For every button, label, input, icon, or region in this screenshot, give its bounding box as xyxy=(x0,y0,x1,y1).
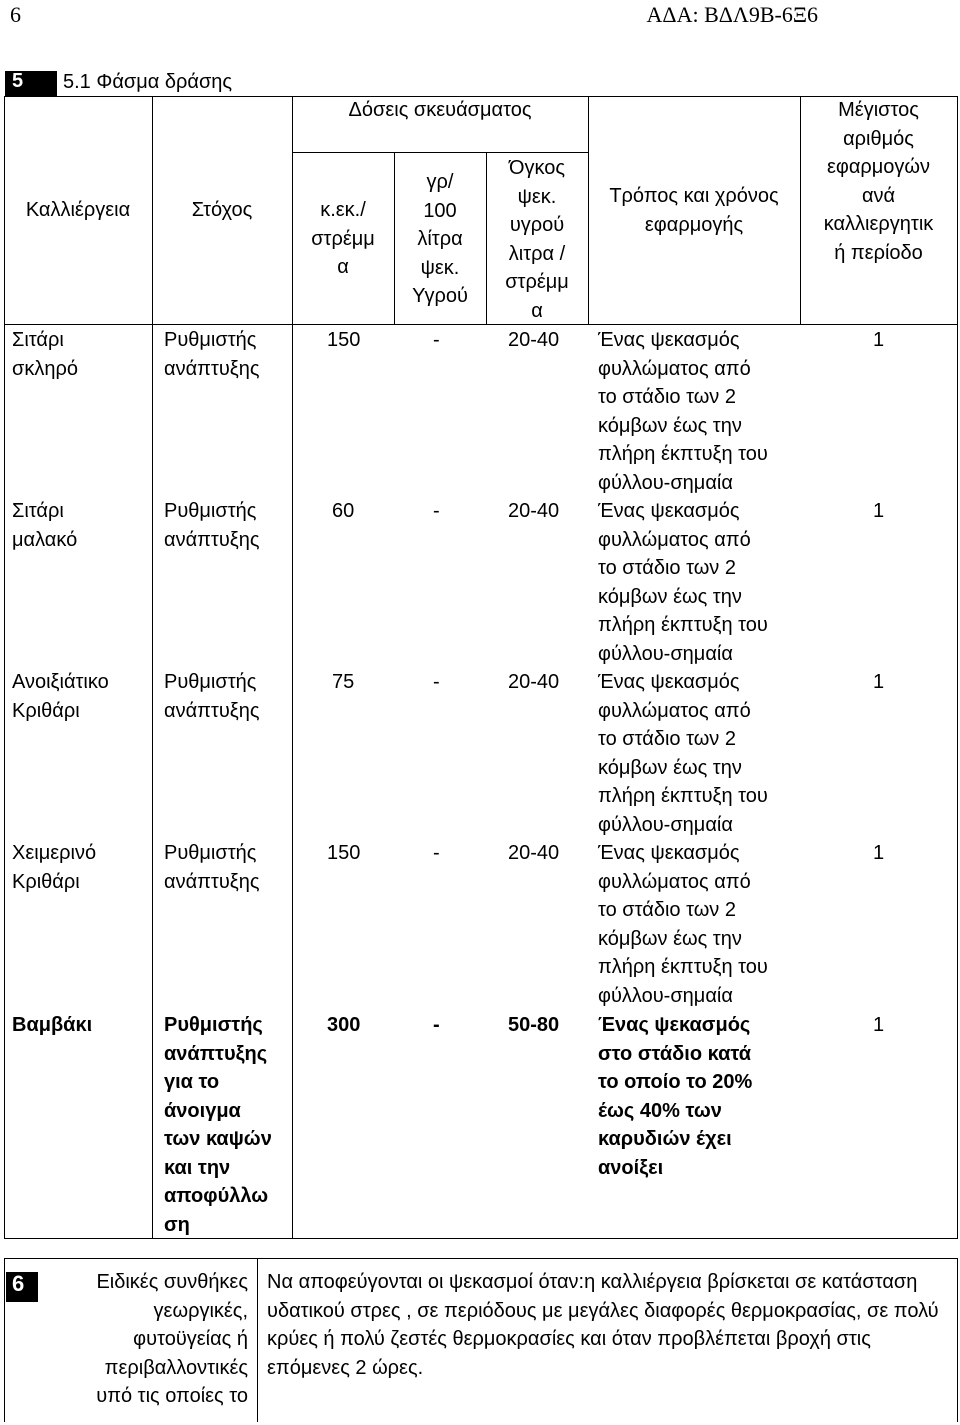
table-border-left xyxy=(4,96,5,1239)
table-border-right xyxy=(957,96,958,1239)
row-method: Ένας ψεκασμός φυλλώματος από το στάδιο των 2 κόμβων έως την πλήρη έκπτυξη του φύλλου-σημαία xyxy=(598,842,768,1007)
header-volume: Όγκος ψεκ. υγρού λιτρα / στρέμμ α xyxy=(505,157,569,322)
row-volume: 20-40 xyxy=(508,671,560,693)
row-max-apps: 1 xyxy=(873,671,885,693)
header-bottom-line xyxy=(4,324,958,325)
header-method: Τρόπος και χρόνος εφαρμογής xyxy=(609,185,779,236)
page-number: 6 xyxy=(10,2,21,27)
section6-border-left xyxy=(4,1258,5,1422)
header-per-100l: γρ/ 100 λίτρα ψεκ. Υγρού xyxy=(412,171,468,307)
header-max-apps: Μέγιστος αριθμός εφαρμογών ανά καλλιεργητικ ή περίοδο xyxy=(823,99,934,264)
section6-border-right xyxy=(957,1258,958,1422)
row-target: Ρυθμιστής ανάπτυξης xyxy=(164,671,260,722)
row-target: Ρυθμιστής ανάπτυξης xyxy=(164,500,260,551)
section6-number: 6 xyxy=(12,1271,25,1296)
section6-text: Να αποφεύγονται οι ψεκασμοί όταν:η καλλιέργεια βρίσκεται σε κατάσταση υδατικού στρες , σε περιόδους με μεγάλες διαφορές θερμοκρασίας, σε πολύ κρύες ή πολύ ζεστές θερμοκρασίες και όταν προβλέπεται βροχή στις επόμενες 2 ώρες. xyxy=(267,1271,939,1379)
row-dose: 75 xyxy=(332,671,355,693)
row-method: Ένας ψεκασμός στο στάδιο κατά το οποίο το 20% έως 40% των καρυδιών έχει ανοίξει xyxy=(598,1014,753,1179)
row-crop: Βαμβάκι xyxy=(12,1014,93,1036)
header-doses-group: Δόσεις σκευάσματος xyxy=(348,99,532,121)
row-dose: 300 xyxy=(327,1014,361,1036)
row-max-apps: 1 xyxy=(873,842,885,864)
header-per-stremma: κ.εκ./ στρέμμ α xyxy=(311,199,375,278)
row-target: Ρυθμιστής ανάπτυξης xyxy=(164,842,260,893)
row-dose-100l: - xyxy=(433,329,440,351)
row-target: Ρυθμιστής ανάπτυξης για το άνοιγμα των καψών και την αποφύλλω ση xyxy=(164,1014,272,1236)
row-volume: 20-40 xyxy=(508,842,560,864)
row-volume: 20-40 xyxy=(508,329,560,351)
row-target: Ρυθμιστής ανάπτυξης xyxy=(164,329,260,380)
row-dose-100l: - xyxy=(433,842,440,864)
row-method: Ένας ψεκασμός φυλλώματος από το στάδιο των 2 κόμβων έως την πλήρη έκπτυξη του φύλλου-σημαία xyxy=(598,671,768,836)
row-max-apps: 1 xyxy=(873,329,885,351)
row-dose: 60 xyxy=(332,500,355,522)
header-target: Στόχος xyxy=(191,199,253,221)
col-divider xyxy=(152,96,153,1239)
section6-border-top xyxy=(4,1258,958,1259)
row-dose: 150 xyxy=(327,329,361,351)
row-max-apps: 1 xyxy=(873,1014,885,1036)
section6-divider xyxy=(257,1258,258,1422)
section-title: 5.1 Φάσμα δράσης xyxy=(63,71,233,93)
row-crop: Χειμερινό Κριθάρι xyxy=(12,842,97,893)
row-volume: 50-80 xyxy=(508,1014,560,1036)
row-dose-100l: - xyxy=(433,500,440,522)
table-border-bottom xyxy=(4,1238,958,1239)
row-crop: Ανοιξιάτικο Κριθάρι xyxy=(12,671,109,722)
ada-code: ΑΔΑ: ΒΔΛ9Β-6Ξ6 xyxy=(646,2,818,27)
row-method: Ένας ψεκασμός φυλλώματος από το στάδιο των 2 κόμβων έως την πλήρη έκπτυξη του φύλλου-σημαία xyxy=(598,500,768,665)
header-crop: Καλλιέργεια xyxy=(25,199,131,221)
section6-label: Ειδικές συνθήκες γεωργικές, φυτοϋγείας ή περιβαλλοντικές υπό τις οποίες το xyxy=(96,1271,248,1407)
row-crop: Σιτάρι σκληρό xyxy=(12,329,78,380)
header-subline xyxy=(292,152,588,153)
row-dose: 150 xyxy=(327,842,361,864)
row-max-apps: 1 xyxy=(873,500,885,522)
section-number: 5 xyxy=(12,70,24,92)
row-dose-100l: - xyxy=(433,671,440,693)
row-volume: 20-40 xyxy=(508,500,560,522)
row-method: Ένας ψεκασμός φυλλώματος από το στάδιο των 2 κόμβων έως την πλήρη έκπτυξη του φύλλου-σημαία xyxy=(598,329,768,494)
row-crop: Σιτάρι μαλακό xyxy=(12,500,78,551)
row-dose-100l: - xyxy=(433,1014,440,1036)
